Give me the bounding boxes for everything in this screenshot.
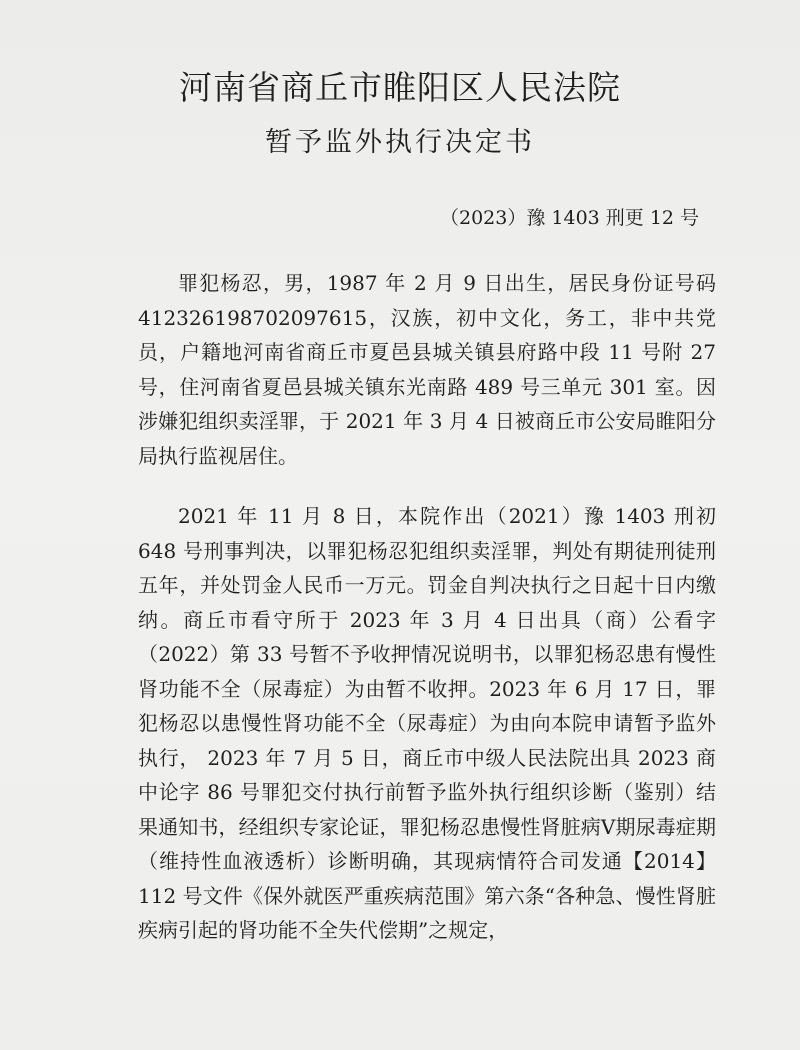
paragraph-defendant-info: 罪犯杨忍，男，1987 年 2 月 9 日出生，居民身份证号码 412326198702097615，汉族，初中文化，务工，非中共党员，户籍地河南省商丘市夏邑县城关镇县府路中段 11 号附 27 号，住河南省夏邑县城关镇东光南路 489 号三单元 301 室。因涉嫌犯组织卖淫罪，于 2021 年 3 月 4 日被商丘市公安局睢阳分局执行监视居住。 xyxy=(138,271,716,468)
case-number: （2023）豫 1403 刑更 12 号 xyxy=(440,207,700,229)
paragraph-case-history: 2021 年 11 月 8 日，本院作出（2021）豫 1403 刑初 648 号刑事判决，以罪犯杨忍犯组织卖淫罪，判处有期徒刑徒刑五年，并处罚金人民币一万元。罚金自判决执行之日起十日内缴纳。商丘市看守所于 2023 年 3 月 4 日出具（商）公看字（2022）第 33 号暂不予收押情况说明书，以罪犯杨忍患有慢性肾功能不全（尿毒症）为由暂不收押。2023 年 6 月 17 日，罪犯杨忍以患慢性肾功能不全（尿毒症）为由向本院申请暂予监外执行， 2023 年 7 月 5 日，商丘市中级人民法院出具 2023 商中论字 86 号罪犯交付执行前暂予监外执行组织诊断（鉴别）结果通知书，经组织专家论证，罪犯杨忍患慢性肾脏病Ⅴ期尿毒症期（维持性血液透析）诊断明确，其现病情符合司发通【2014】112 号文件《保外就医严重疾病范围》第六条“各种急、慢性肾脏疾病引起的肾功能不全失代偿期”之规定， xyxy=(138,504,716,942)
court-name: 河南省商丘市睢阳区人民法院 xyxy=(179,68,621,107)
document-title: 暂予监外执行决定书 xyxy=(265,127,535,158)
